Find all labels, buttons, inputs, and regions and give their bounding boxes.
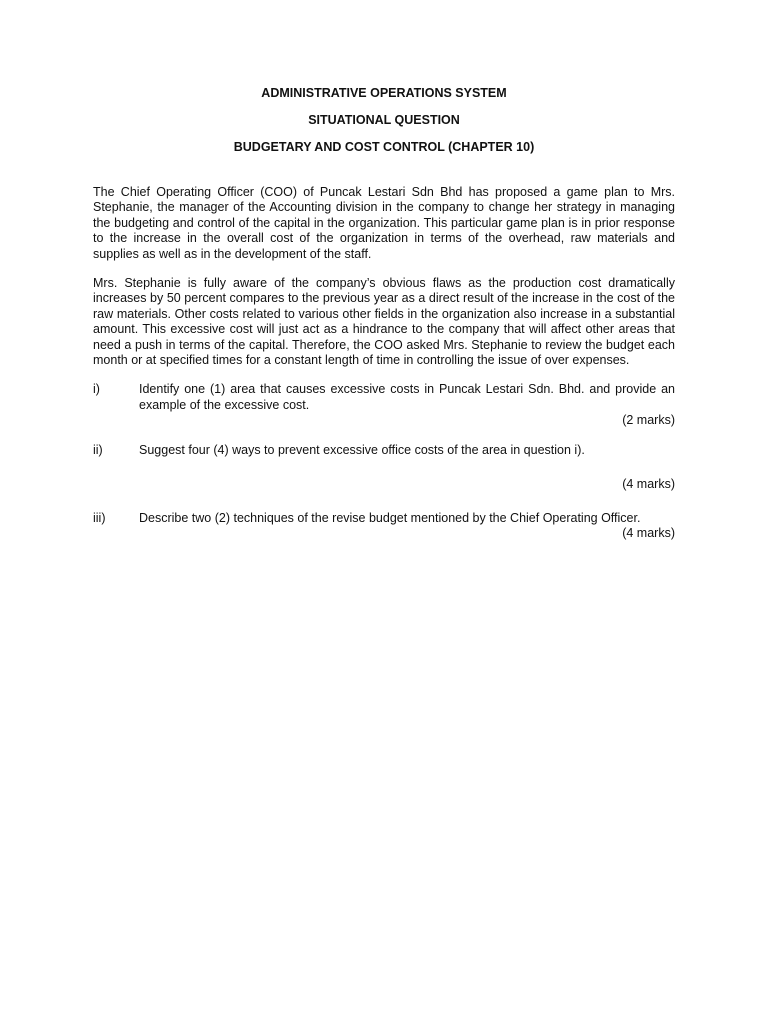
document-subtitle: SITUATIONAL QUESTION [308, 113, 460, 127]
question-text: Describe two (2) techniques of the revise budget mentioned by the Chief Operating Officer. [139, 510, 641, 525]
document-page [93, 86, 675, 541]
question-text: Identify one (1) area that causes excessive costs in Puncak Lestari Sdn. Bhd. and provide an example of the excessive cost. [139, 382, 675, 412]
question-item [93, 382, 675, 413]
question-item [93, 511, 675, 526]
chapter-heading: BUDGETARY AND COST CONTROL (CHAPTER 10) [233, 140, 535, 154]
scenario-paragraph-2: Mrs. Stephanie is fully aware of the company’s obvious flaws as the production cost dramatically increases by 50 percent compares to the previous year as a direct result of the increase in the cost of the raw materials. Other costs related to various other fields in the organization also increase in a substantial amount. This excessive cost will just act as a hindrance to the company that will affect other areas that need a push in terms of the capital. Therefore, the COO asked Mrs. Stephanie to review the budget each month or at specified times for a constant length of time in controlling the issue of over expenses. [93, 276, 675, 368]
question-marks: (2 marks) [622, 413, 675, 428]
scenario-paragraph-1: The Chief Operating Officer (COO) of Puncak Lestari Sdn Bhd has proposed a game plan to Mrs. Stephanie, the manager of the Accounting division in the company to change her strategy in managing the budgeting and control of the capital in the organization. This particular game plan is in prior response to the increase in the overall cost of the organization in terms of the overhead, raw materials and supplies as well as in the development of the staff. [93, 185, 675, 261]
document-title: ADMINISTRATIVE OPERATIONS SYSTEM [261, 86, 507, 100]
question-number: ii) [93, 442, 103, 457]
question-marks: (4 marks) [622, 477, 675, 492]
question-number: i) [93, 382, 100, 397]
question-item [93, 443, 675, 458]
question-number: iii) [93, 510, 106, 525]
question-marks: (4 marks) [622, 525, 675, 540]
question-text: Suggest four (4) ways to prevent excessive office costs of the area in question i). [139, 442, 585, 457]
